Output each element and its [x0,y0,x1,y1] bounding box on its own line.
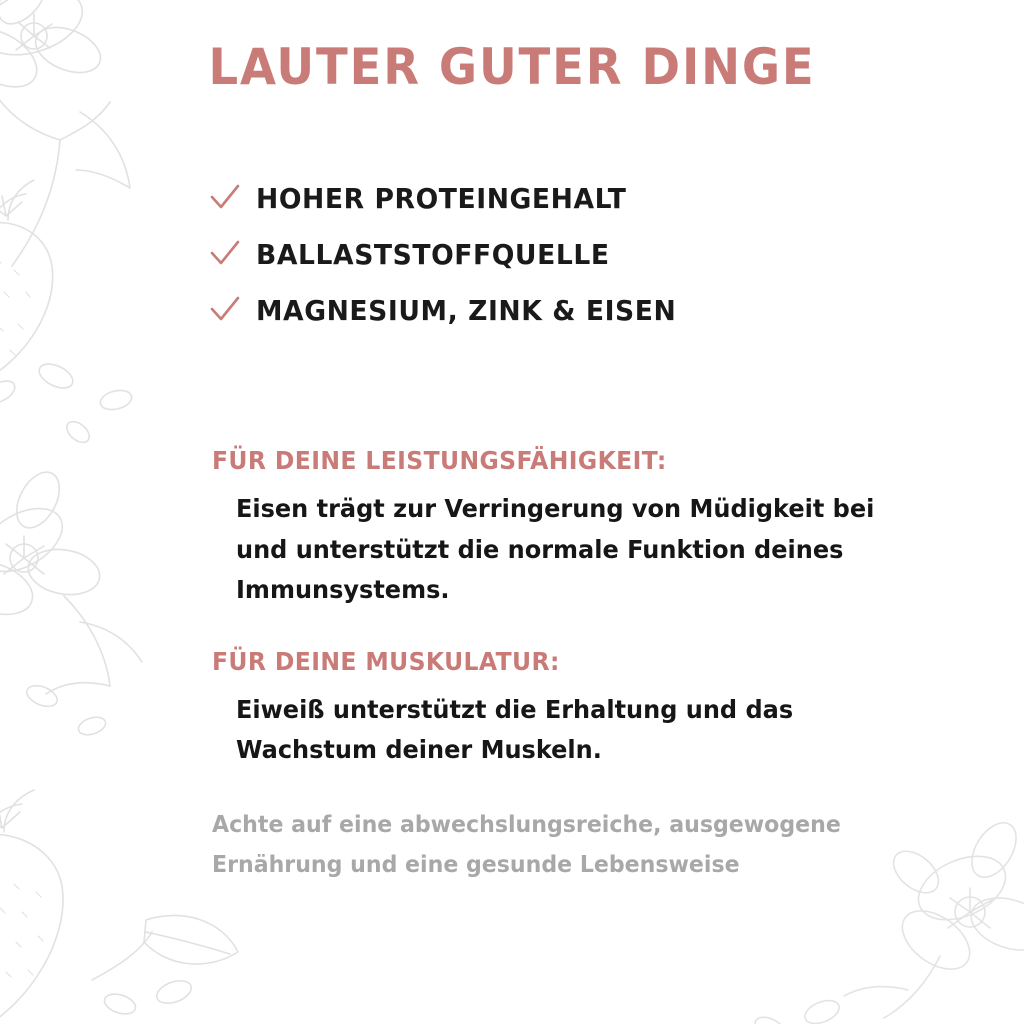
claim-section-muscles [212,647,972,771]
page-title: LAUTER GUTER DINGE [208,38,816,96]
benefit-label: BALLASTSTOFFQUELLE [256,237,610,271]
benefit-label: HOHER PROTEINGEHALT [256,181,627,215]
footnote-text: Achte auf eine abwechslungsreiche, ausgewogene Ernährung und eine gesunde Lebensweise [212,812,841,878]
section-heading: FÜR DEINE MUSKULATUR: [212,646,560,676]
list-item [208,176,948,220]
list-item [208,232,948,276]
check-icon [208,237,242,271]
claim-section-performance [212,446,972,611]
check-icon [208,181,242,215]
benefits-list [208,176,948,344]
list-item [208,288,948,332]
benefit-label: MAGNESIUM, ZINK & EISEN [256,293,677,327]
check-icon [208,293,242,327]
section-body: Eisen trägt zur Verringerung von Müdigkeit bei und unterstützt die normale Funktion deines Immunsystems. [236,494,875,604]
section-heading: FÜR DEINE LEISTUNGSFÄHIGKEIT: [212,446,667,475]
section-body: Eiweiß unterstützt die Erhaltung und das Wachstum deiner Muskeln. [236,694,794,764]
claims-sections [212,446,972,807]
